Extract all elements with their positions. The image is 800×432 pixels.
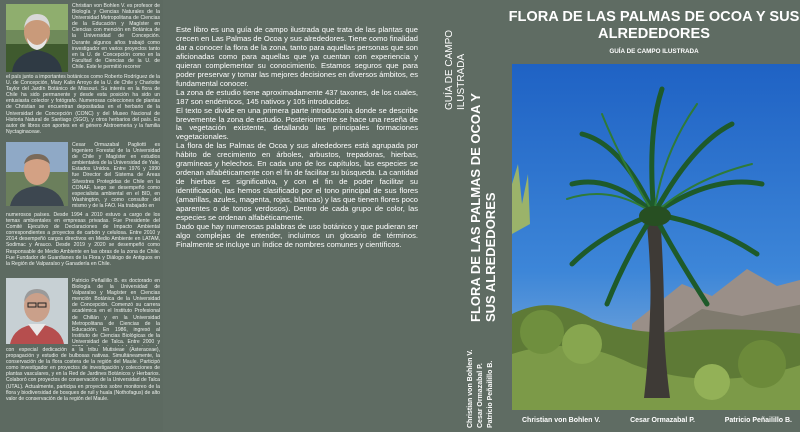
front-cover [508,0,800,432]
front-author: Patricio Peñailillo B. [724,417,792,424]
spine-subtitle-line2: ILUSTRADA [456,53,467,110]
author2-bio-side: Cesar Ormazabal Pagliotti es Ingeniero Forestal de la Universidad de Chile y Magíster en estudios ambientales de la Universidad de Yale, Estados Unidos. Entre 1976 y 1990 fue Director del Sistema de Áreas Silvestres Protegidas de Chile en la CONAF, luego se desempeñó como especialista ambiental en el BID, en Washington, y como consultor del mismo y de la FAO. Ha trabajado en [72,142,160,209]
front-authors [508,417,800,424]
spine [433,0,506,432]
synopsis-paragraph: La zona de estudio tiene aproximadamente 437 taxones, de los cuales, 187 son endémicos, 145 nativos y 105 introducidos. [176,87,418,106]
author2-photo [6,142,68,206]
spine-authors [466,350,496,428]
author3-bio-side: Patricio Peñailillo B. es doctorado en Biología de la Universidad de Valparaíso y Magíster en Ciencias mención Botánica de la Universidad de Concepción. Comenzó su carrera académica en el Instituto Profesional de Chillán y en la Universidad Metropolitana de Ciencias de la Educación. En 1986, ingresó al Instituto de Ciencias Biológicas de la Universidad de Talca. Entre 2000 y [72,278,160,345]
synopsis-paragraph: El texto se divide en una primera parte introductoria donde se describe brevemente la zona de estudio. Posteriormente se hace una reseña de la vegetación existente, detallando las principales formaciones vegetacionales. [176,105,418,142]
author2-bio-full: numerosos países. Desde 1994 a 2010 estuvo a cargo de los temas ambientales en empresas privadas. Fue Presidente del Comité Ejecutivo de Declaraciones de Impacto Ambiental correspondientes a proyectos de carbón y celulosa. Entre 2010 y 2014 desempeñó cargos directivos en Medio Ambiente en LATAM, Sodimac y Arauco. Desde 2019 y 2020 se desempeñó como Responsable de Medio Ambiente en las obras de la zona de Chile. Fue Fundador de Guardianes de la Flora y Diálogo de Antiguos en la Región de Valparaíso y Ganadería en Chile. [6,212,160,267]
author3-bio-full: con especial dedicación a la tribu Mutisieae (Asteraceae), propagación y estudio de bulbosas nativas. Simultáneamente, la conservación de la flora costera de la región del Maule. Participó como investigador en proyectos de investigación y colecciones de plantas vasculares, y en la Red de Jardines Botánicos y Herbarios. Colaboró con proyectos de conservación de la Universidad de Talca (UTAL). Actualmente, participa en proyectos sobre monitoreo de la flora y biodiversidad de bosques de ruil y huala (Nothofagus) de alto valor de conservación de la región del Maule. [6,347,160,402]
spine-title-line1: FLORA DE LAS PALMAS DE OCOA Y [468,93,483,322]
spine-subtitle-line1: GUÍA DE CAMPO [444,29,455,110]
spine-title-line2: SUS ALREDEDORES [483,192,498,322]
synopsis-paragraph: Dado que hay numerosas palabras de uso botánico y que pudieran ser algo complejas de entender, incluimos un glosario de términos. Finalmente se incluye un índice de nombres comunes y científicos. [176,221,418,249]
author1-photo [6,4,68,72]
author1-bio-full: el país junto a importantes botánicos como Roberto Rodríguez de la U. de Concepción, Mary Kalin Arroyo de la U. de Chile y Charlotte Taylor del Jardín Botánico de Missouri. Su interés en la flora de Chile ha sido permanente y desde esta posición ha sido un entusiasta colector y fotógrafo. Numerosas colecciones de plantas de Christian se encuentran depositadas en el herbario de la Universidad de Concepción (CONC) y del Museo Nacional de Historia Natural de Santiago (SGO), y otros herbarios del país. Es autor de libros con aportes en el género Alstroemeria y la familia Nyctaginaceae. [6,74,160,135]
synopsis-paragraph: Este libro es una guía de campo ilustrada que trata de las plantas que crecen en Las Palmas de Ocoa y sus alrededores. Tiene como finalidad dar a conocer la flora de la zona, tanto para aquellas personas que son aficionadas como para aquellas que ya cuentan con experiencia y quieran complementar su conocimiento. Estamos seguros que para poder preservar y tomar las mejores decisiones en diversos ámbitos, es fundamental conocer. [176,25,418,88]
author3-photo [6,278,68,344]
spine-author: Cesar Ormazabal P. [477,363,484,428]
front-title-line1: FLORA DE LAS PALMAS DE OCOA Y SUS [508,9,800,25]
front-author: Cesar Ormazabal P. [630,417,695,424]
spine-subtitle [444,30,468,110]
spine-author: Patricio Peñailillo B. [487,360,494,428]
spine-title [468,93,498,322]
front-subtitle: GUÍA DE CAMPO ILUSTRADA [609,48,699,55]
author1-bio-side: Christian von Bohlen V. es profesor de Biología y Ciencias Naturales de la Universidad Metropolitana de Ciencias de la Educación y Magíster en Ciencias con mención en Botánica de la Universidad de Concepción. Durante algunos años trabajó como investigador en varios proyectos tanto en la U. de Concepción como en la Facultad de Ciencias de la U. de Chile. Este le permitió recorrer [72,3,160,70]
front-title [508,9,800,43]
back-cover [0,0,163,432]
synopsis [176,26,418,250]
spine-author: Christian von Bohlen V. [467,349,474,428]
palm-tree-photo [512,64,800,410]
synopsis-paragraph: La flora de las Palmas de Ocoa y sus alrededores está agrupada por hábito de crecimiento en árboles, arbustos, trepadoras, hierbas, gramíneas y helechos. En cada uno de los capítulos, las especies se ordenan alfabéticamente con el fin de facilitar su búsqueda. La cantidad de hierbas es significativa, y con el fin de poder facilitar su identificación, las hemos clasificado por el tono principal de sus flores (amarillas, azules, magenta, rojas, blancas) y las que tienen flores poco aparentes o de tonos verdosos). Dentro de cada grupo de color, las especies se ordenan alfabéticamente. [176,141,418,223]
front-title-line2: ALREDEDORES [598,26,710,42]
front-author: Christian von Bohlen V. [522,417,601,424]
